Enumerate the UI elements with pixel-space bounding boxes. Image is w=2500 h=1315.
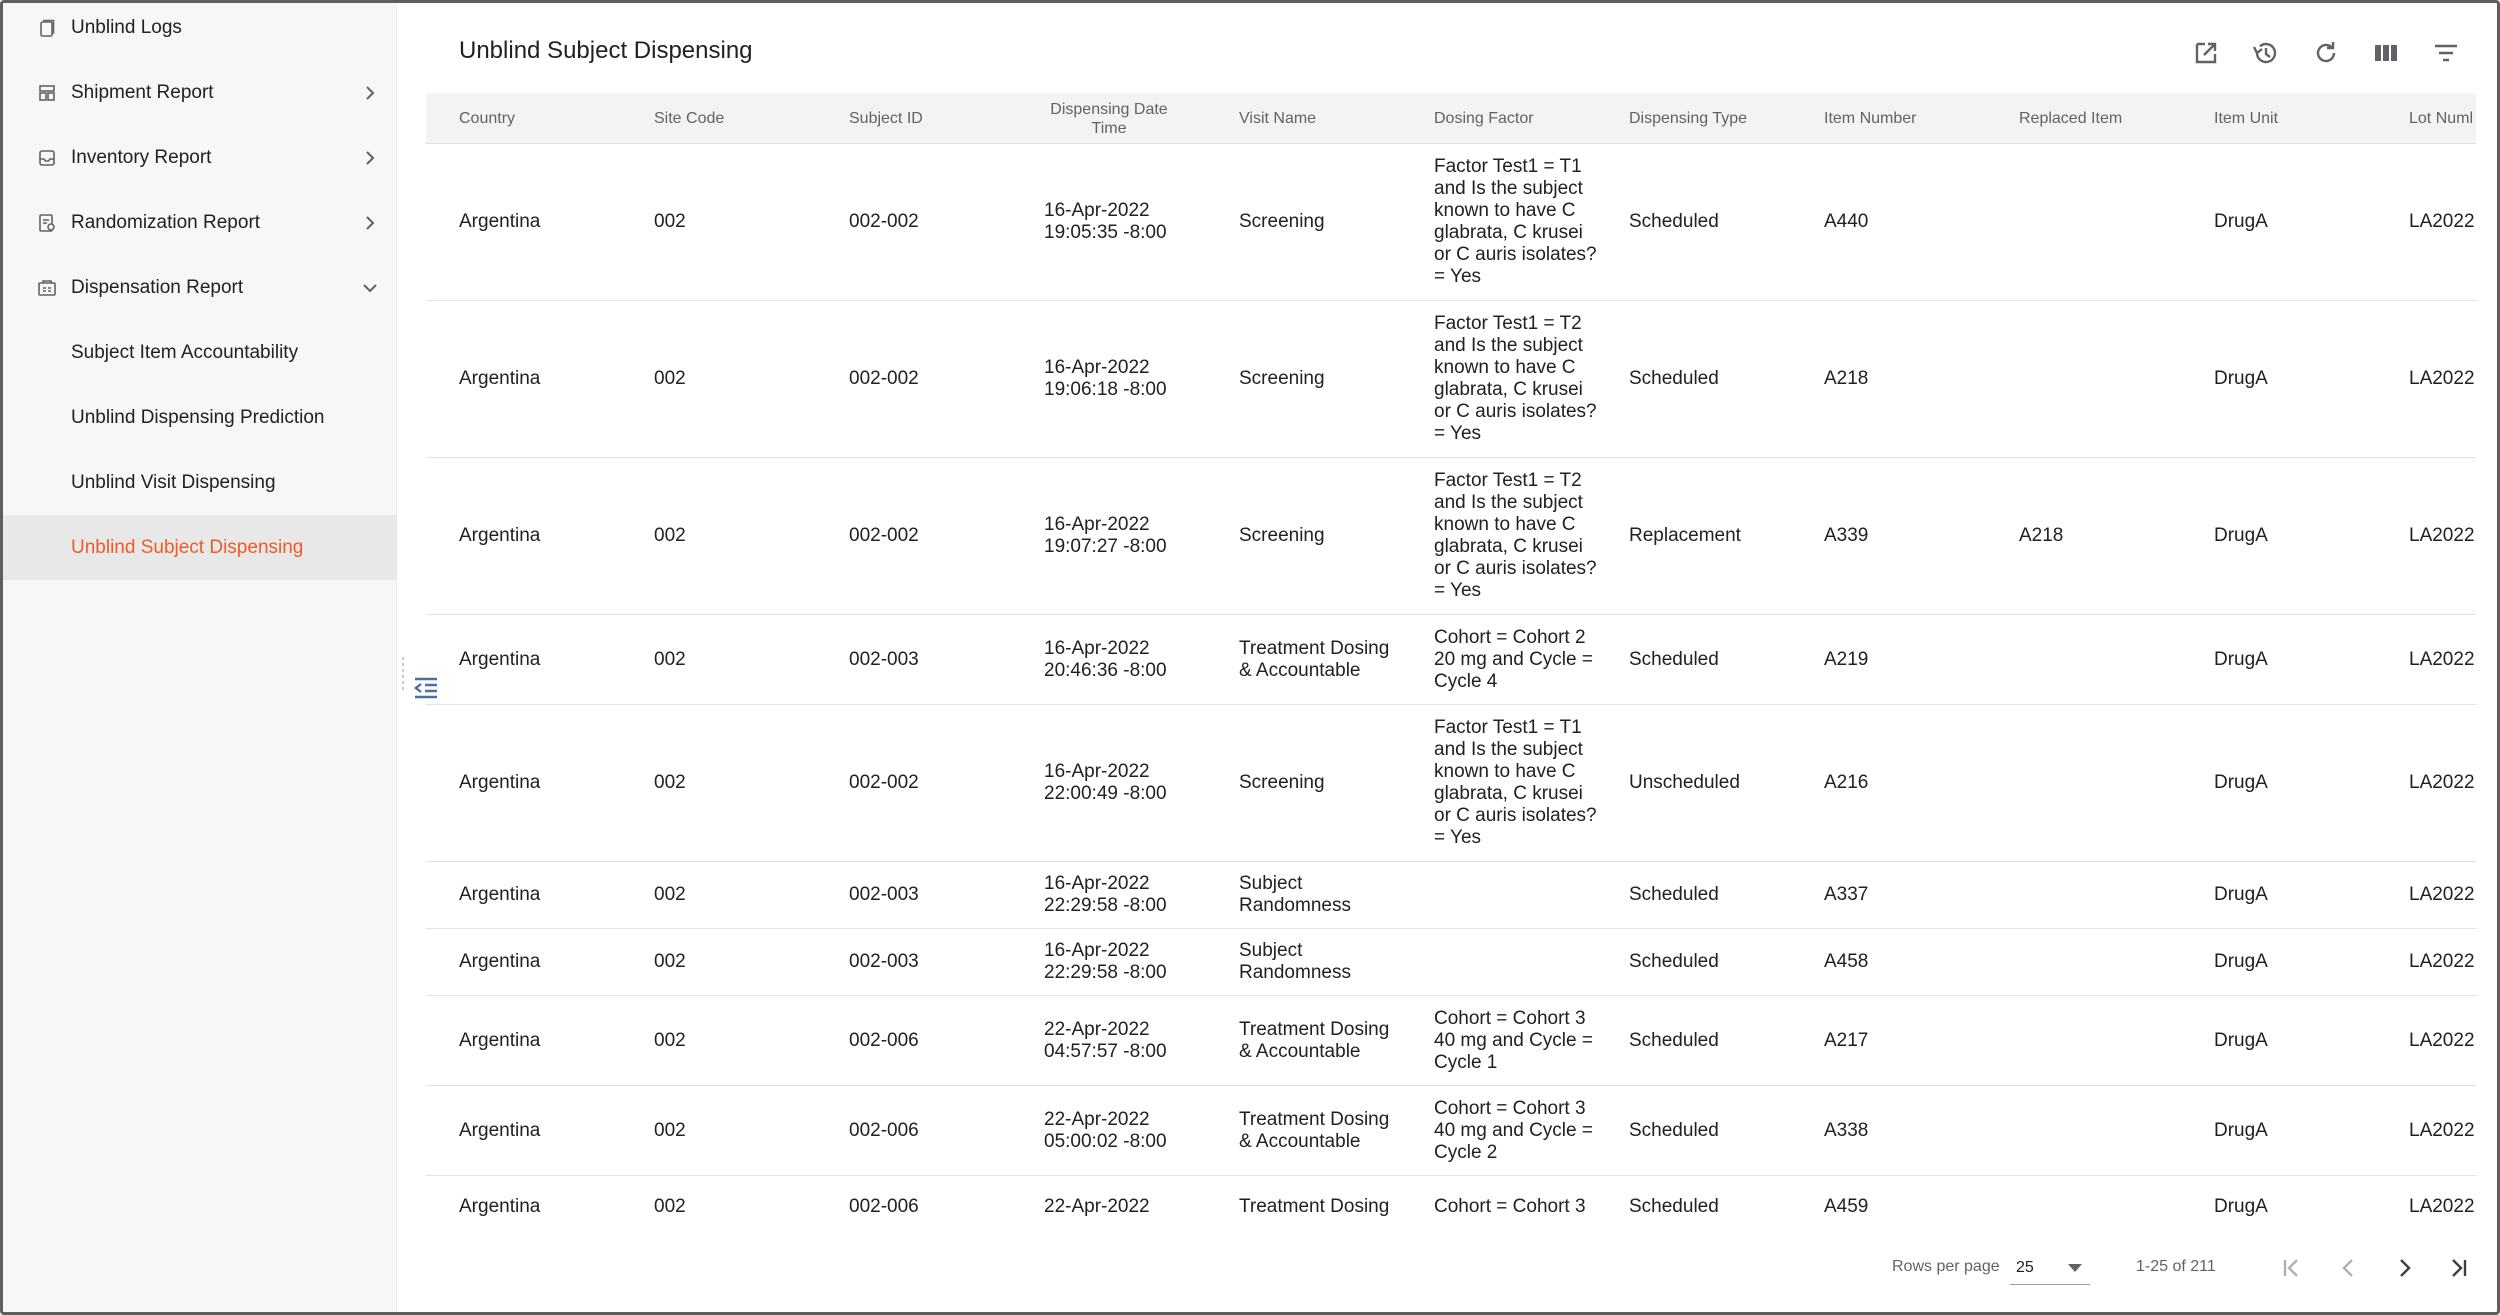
column-header-item[interactable]: Item Number	[1824, 109, 1917, 127]
cell-country: Argentina	[459, 951, 541, 972]
cell-subject: 002-006	[849, 1029, 919, 1051]
column-header-visit[interactable]: Visit Name	[1239, 109, 1317, 127]
cell-unit: DrugA	[2214, 368, 2268, 389]
cell-item: A218	[1824, 368, 1869, 389]
columns-icon	[2371, 38, 2401, 68]
cell-country: Argentina	[459, 211, 541, 232]
table-row[interactable]	[426, 1176, 2476, 1218]
cell-country: Argentina	[459, 368, 541, 389]
sidebar-item-label: Unblind Dispensing Prediction	[71, 406, 325, 428]
cell-type: Scheduled	[1629, 368, 1719, 389]
cell-visit: Treatment Dosing & Accountable	[1239, 637, 1390, 681]
sidebar-item-label: Randomization Report	[71, 211, 261, 233]
randomization-icon	[37, 213, 57, 233]
sidebar-item-label: Inventory Report	[71, 146, 212, 168]
export-icon	[2191, 38, 2221, 68]
cell-type: Unscheduled	[1629, 772, 1740, 793]
sidebar-subitem-unblind-dispensing-prediction[interactable]	[3, 385, 397, 450]
previous-page-button[interactable]	[2329, 1248, 2369, 1288]
cell-date: 16-Apr-2022 19:05:35 -8:00	[1044, 200, 1167, 243]
table-row[interactable]	[426, 458, 2476, 615]
cell-item: A337	[1824, 884, 1869, 905]
column-header-factor[interactable]: Dosing Factor	[1434, 109, 1534, 127]
table-row[interactable]	[426, 301, 2476, 458]
cell-subject: 002-002	[849, 211, 919, 232]
chevron-right-icon	[361, 84, 379, 102]
cell-lot: LA2022	[2409, 1196, 2475, 1217]
column-header-subject[interactable]: Subject ID	[849, 109, 923, 127]
chevron-right-icon	[361, 149, 379, 167]
cell-visit: Subject Randomness	[1239, 873, 1351, 916]
cell-date: 16-Apr-2022 20:46:36 -8:00	[1044, 637, 1167, 681]
cell-item: A217	[1824, 1029, 1869, 1051]
table-row[interactable]	[426, 615, 2476, 705]
sidebar-item-label: Unblind Visit Dispensing	[71, 471, 276, 493]
inventory-icon	[37, 148, 57, 168]
cell-visit: Screening	[1239, 211, 1325, 232]
last-page-icon	[2444, 1254, 2472, 1282]
column-header-country[interactable]: Country	[459, 109, 516, 127]
cell-visit: Subject Randomness	[1239, 940, 1351, 983]
cell-country: Argentina	[459, 1029, 541, 1051]
table-row[interactable]	[426, 996, 2476, 1086]
cell-subject: 002-003	[849, 951, 919, 972]
cell-type: Replacement	[1629, 525, 1741, 546]
cell-factor: Factor Test1 = T2 and Is the subject known to have C glabrata, C krusei or C auris isolates? = Yes	[1434, 470, 1597, 601]
cell-unit: DrugA	[2214, 1196, 2268, 1217]
sidebar-item-unblind-logs[interactable]	[3, 0, 397, 60]
cell-site: 002	[654, 1196, 686, 1217]
cell-unit: DrugA	[2214, 772, 2268, 793]
main-content	[426, 3, 2476, 1315]
cell-unit: DrugA	[2214, 1029, 2268, 1051]
sidebar-item-randomization-report[interactable]	[3, 190, 397, 255]
cell-unit: DrugA	[2214, 1119, 2268, 1141]
table-toolbar	[2176, 33, 2476, 73]
columns-button[interactable]	[2356, 33, 2416, 73]
cell-visit: Treatment Dosing & Accountable	[1239, 1108, 1390, 1152]
first-page-button[interactable]	[2272, 1248, 2312, 1288]
cell-type: Scheduled	[1629, 1029, 1719, 1051]
history-icon	[2251, 38, 2281, 68]
sidebar	[3, 3, 397, 1315]
cell-site: 002	[654, 525, 686, 546]
next-page-button[interactable]	[2384, 1248, 2424, 1288]
cell-type: Scheduled	[1629, 951, 1719, 972]
shipment-icon	[37, 83, 57, 103]
cell-site: 002	[654, 1029, 686, 1051]
column-header-type[interactable]: Dispensing Type	[1629, 109, 1747, 127]
cell-country: Argentina	[459, 1119, 541, 1141]
table-row[interactable]	[426, 929, 2476, 996]
cell-visit: Screening	[1239, 772, 1325, 793]
rows-per-page-label: Rows per page	[1892, 1258, 2000, 1275]
cell-date: 16-Apr-2022 19:07:27 -8:00	[1044, 514, 1167, 557]
data-table	[426, 93, 2476, 1218]
sidebar-item-label: Unblind Logs	[71, 16, 182, 38]
cell-visit: Treatment Dosing & Accountable	[1239, 1018, 1390, 1062]
cell-site: 002	[654, 211, 686, 232]
refresh-icon	[2311, 38, 2341, 68]
cell-subject: 002-002	[849, 772, 919, 793]
column-header-date[interactable]: Dispensing Date Time	[1050, 100, 1168, 137]
cell-date: 16-Apr-2022 22:29:58 -8:00	[1044, 940, 1167, 983]
sidebar-subitem-unblind-visit-dispensing[interactable]	[3, 450, 397, 515]
cell-item: A458	[1824, 951, 1869, 972]
sidebar-item-label: Shipment Report	[71, 81, 214, 103]
first-page-icon	[2278, 1254, 2306, 1282]
export-button[interactable]	[2176, 33, 2236, 73]
table-row[interactable]	[426, 144, 2476, 301]
cell-unit: DrugA	[2214, 648, 2268, 670]
cell-unit: DrugA	[2214, 525, 2268, 546]
cell-factor: Factor Test1 = T1 and Is the subject known to have C glabrata, C krusei or C auris isolates? = Yes	[1434, 717, 1597, 848]
cell-type: Scheduled	[1629, 1196, 1719, 1217]
column-header-unit[interactable]: Item Unit	[2214, 109, 2279, 127]
cell-date: 22-Apr-2022 04:57:57 -8:00	[1044, 1018, 1167, 1062]
document-copy-icon	[37, 18, 57, 38]
cell-item: A339	[1824, 525, 1869, 546]
cell-lot: LA2022	[2409, 525, 2475, 546]
chevron-down-icon	[361, 279, 379, 297]
cell-site: 002	[654, 648, 686, 670]
dispensation-icon	[37, 278, 57, 298]
page-title: Unblind Subject Dispensing	[459, 37, 753, 64]
cell-country: Argentina	[459, 525, 541, 546]
cell-lot: LA2022	[2409, 368, 2475, 389]
cell-date: 16-Apr-2022 22:00:49 -8:00	[1044, 761, 1167, 804]
cell-factor: Cohort = Cohort 3 40 mg and Cycle = Cycle 1	[1434, 1007, 1593, 1073]
cell-unit: DrugA	[2214, 884, 2268, 905]
cell-visit: Screening	[1239, 368, 1325, 389]
sidebar-item-label: Subject Item Accountability	[71, 341, 299, 363]
cell-type: Scheduled	[1629, 211, 1719, 232]
sidebar-item-inventory-report[interactable]	[3, 125, 397, 190]
cell-country: Argentina	[459, 772, 541, 793]
cell-subject: 002-003	[849, 648, 919, 670]
cell-date: 16-Apr-2022 19:06:18 -8:00	[1044, 357, 1167, 400]
cell-unit: DrugA	[2214, 211, 2268, 232]
rows-per-page-select[interactable]	[2010, 1251, 2090, 1285]
cell-date: 16-Apr-2022 22:29:58 -8:00	[1044, 873, 1167, 916]
table-row[interactable]	[426, 705, 2476, 862]
refresh-button[interactable]	[2296, 33, 2356, 73]
cell-item: A338	[1824, 1119, 1869, 1141]
cell-country: Argentina	[459, 648, 541, 670]
dropdown-caret-icon	[2068, 1264, 2082, 1272]
cell-site: 002	[654, 368, 686, 389]
cell-lot: LA2022	[2409, 648, 2475, 670]
cell-subject: 002-003	[849, 884, 919, 905]
cell-factor: Factor Test1 = T2 and Is the subject known to have C glabrata, C krusei or C auris isolates? = Yes	[1434, 313, 1597, 444]
column-header-site[interactable]: Site Code	[654, 109, 725, 127]
pagination	[426, 1243, 2476, 1293]
sidebar-subitem-subject-item-accountability[interactable]	[3, 320, 397, 385]
sidebar-item-label: Unblind Subject Dispensing	[71, 536, 304, 558]
cell-lot: LA2022	[2409, 1029, 2475, 1051]
cell-site: 002	[654, 1119, 686, 1141]
chevron-right-icon	[361, 214, 379, 232]
cell-factor: Cohort = Cohort 2 20 mg and Cycle = Cycle 4	[1434, 626, 1593, 692]
cell-lot: LA2022	[2409, 211, 2475, 232]
cell-country: Argentina	[459, 884, 541, 905]
column-header-lot[interactable]: Lot Numl	[2409, 109, 2474, 127]
cell-type: Scheduled	[1629, 1119, 1719, 1141]
cell-type: Scheduled	[1629, 648, 1719, 670]
cell-item: A440	[1824, 211, 1869, 232]
sidebar-item-label: Dispensation Report	[71, 276, 244, 298]
cell-item: A459	[1824, 1196, 1869, 1217]
last-page-button[interactable]	[2438, 1248, 2478, 1288]
page-range-text: 1-25 of 211	[2136, 1258, 2216, 1275]
sidebar-item-shipment-report[interactable]	[3, 60, 397, 125]
sidebar-item-dispensation-report[interactable]	[3, 255, 397, 320]
cell-subject: 002-002	[849, 368, 919, 389]
cell-subject: 002-002	[849, 525, 919, 546]
table-header	[426, 93, 2476, 144]
column-header-replaced[interactable]: Replaced Item	[2019, 109, 2123, 127]
cell-visit: Treatment Dosing	[1239, 1196, 1390, 1217]
cell-type: Scheduled	[1629, 884, 1719, 905]
previous-page-icon	[2335, 1254, 2363, 1282]
filter-icon	[2431, 38, 2461, 68]
cell-lot: LA2022	[2409, 951, 2475, 972]
next-page-icon	[2390, 1254, 2418, 1282]
cell-date: 22-Apr-2022 05:00:02 -8:00	[1044, 1108, 1167, 1152]
cell-factor: Cohort = Cohort 3	[1434, 1196, 1586, 1217]
cell-site: 002	[654, 772, 686, 793]
cell-item: A219	[1824, 648, 1869, 670]
table-row[interactable]	[426, 1086, 2476, 1176]
cell-subject: 002-006	[849, 1119, 919, 1141]
sidebar-subitem-unblind-subject-dispensing[interactable]	[3, 515, 397, 580]
cell-unit: DrugA	[2214, 951, 2268, 972]
cell-replaced: A218	[2019, 525, 2064, 546]
history-button[interactable]	[2236, 33, 2296, 73]
cell-date: 22-Apr-2022	[1044, 1196, 1150, 1217]
filter-button[interactable]	[2416, 33, 2476, 73]
cell-country: Argentina	[459, 1196, 541, 1217]
cell-site: 002	[654, 951, 686, 972]
cell-lot: LA2022	[2409, 884, 2475, 905]
cell-lot: LA2022	[2409, 1119, 2475, 1141]
cell-factor: Cohort = Cohort 3 40 mg and Cycle = Cycle 2	[1434, 1097, 1593, 1163]
cell-visit: Screening	[1239, 525, 1325, 546]
cell-subject: 002-006	[849, 1196, 919, 1217]
cell-lot: LA2022	[2409, 772, 2475, 793]
cell-factor: Factor Test1 = T1 and Is the subject known to have C glabrata, C krusei or C auris isolates? = Yes	[1434, 156, 1597, 287]
cell-site: 002	[654, 884, 686, 905]
table-row[interactable]	[426, 862, 2476, 929]
rows-per-page-value: 25	[2016, 1258, 2034, 1276]
cell-item: A216	[1824, 772, 1869, 793]
